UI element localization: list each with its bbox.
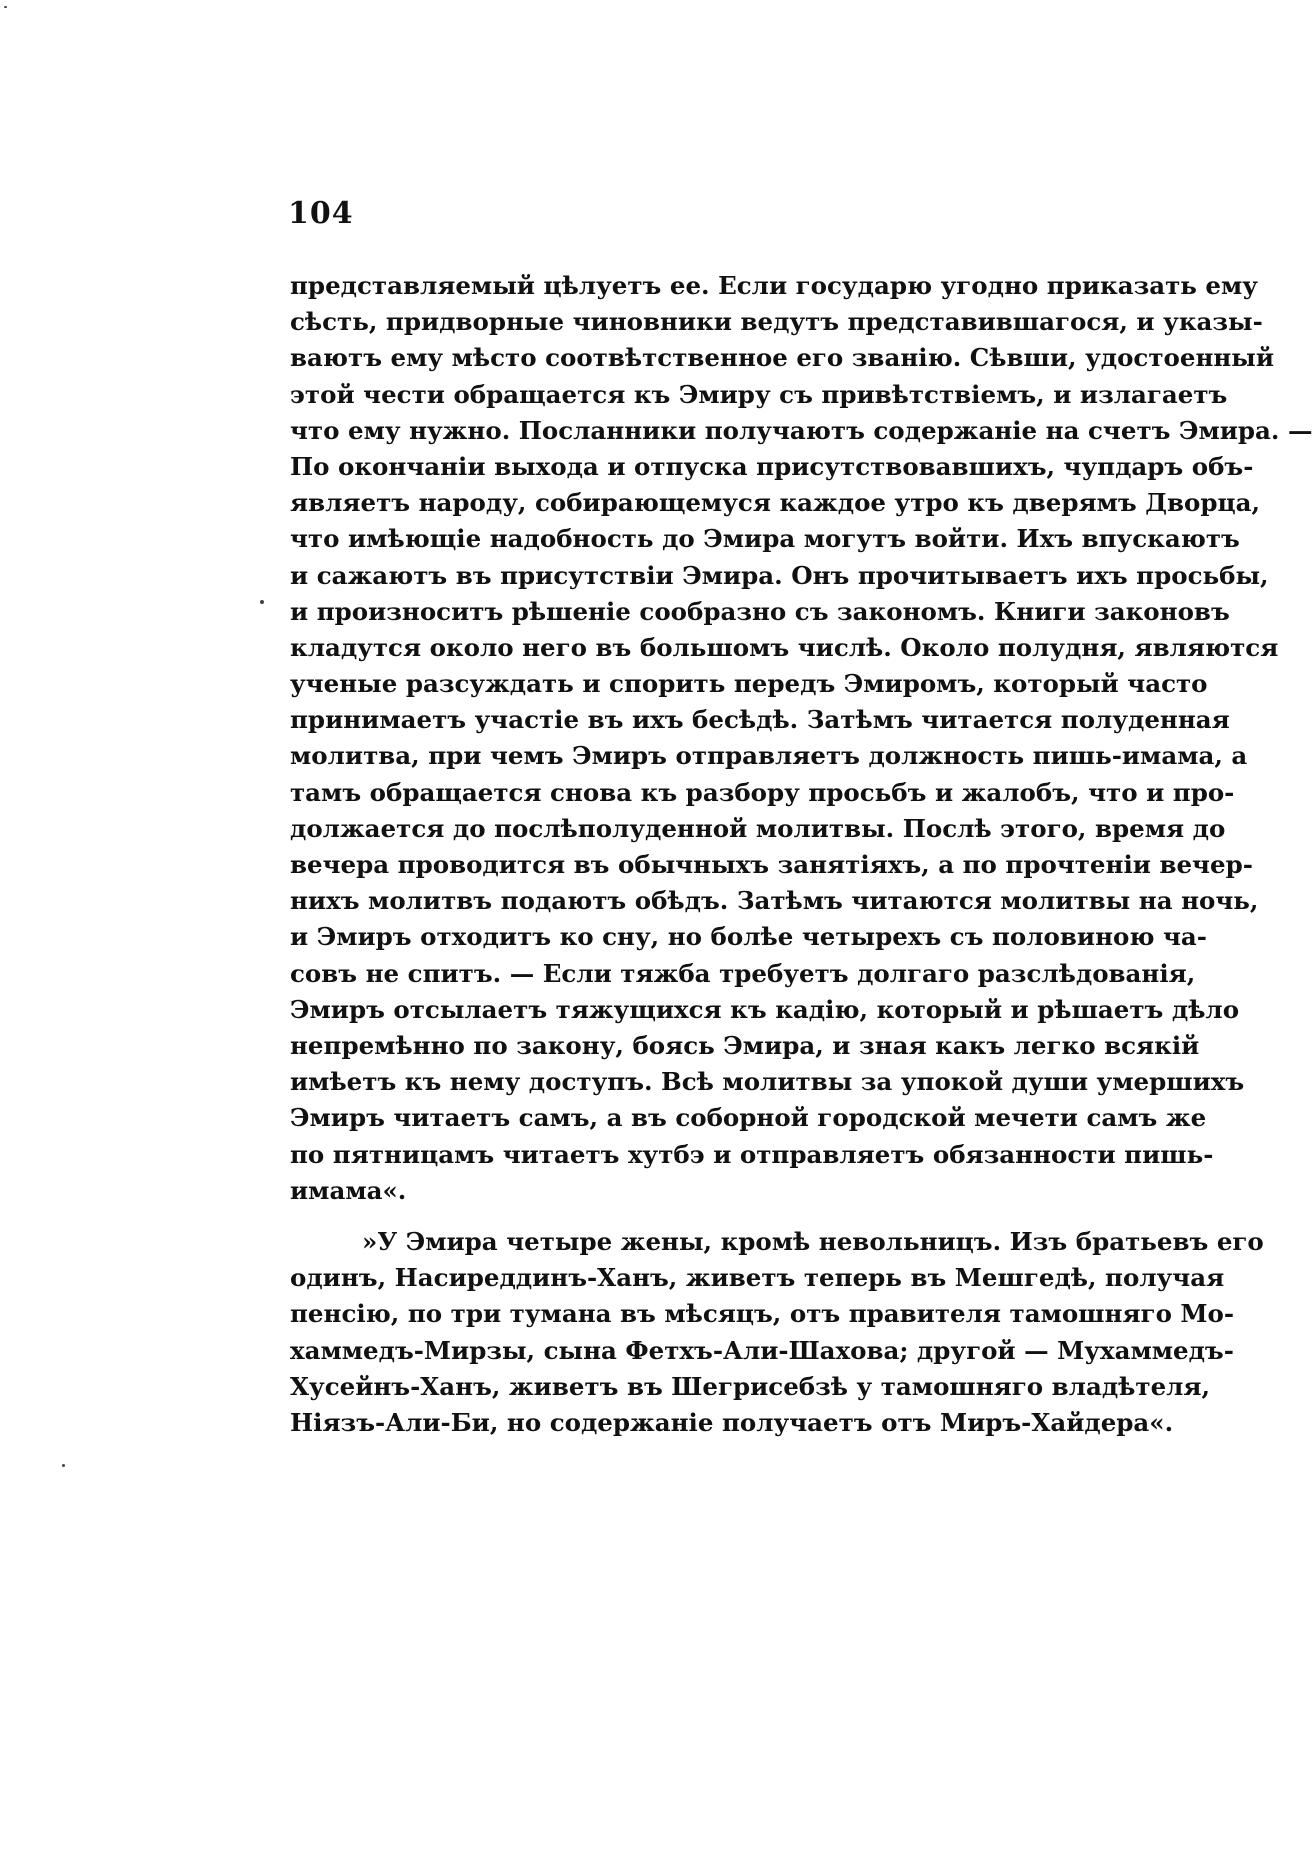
text-line: Эмиръ читаетъ самъ, а въ соборной городской мечети самъ же [290,1103,1207,1133]
text-line: вечера проводится въ обычныхъ занятіяхъ, а по прочтеніи вечер- [290,850,1253,879]
text-line: пенсію, по три тумана въ мѣсяцъ, отъ правителя тамошняго Мо- [290,1299,1235,1329]
text-line: и сажаютъ въ присутствіи Эмира. Онъ прочитываетъ ихъ просьбы, [290,560,1269,590]
scan-speck [4,6,7,8]
text-line: принимаетъ участіе въ ихъ бесѣдѣ. Затѣмъ читается полуденная [290,705,1230,735]
text-line: по пятницамъ читаетъ хутбэ и отправляетъ обязанности пишь- [290,1139,1214,1169]
text-line: сѣсть, придворные чиновники ведутъ представившагося, и указы- [290,307,1263,337]
text-line: ваютъ ему мѣсто соотвѣтственное его званію. Сѣвши, удостоенный [290,343,1275,373]
scan-speck [62,1464,65,1467]
text-line: ученые разсуждать и спорить передъ Эмиромъ, который часто [290,669,1208,699]
paragraph-1 [290,268,1312,1209]
text-line: кладутся около него въ большомъ числѣ. Около полудня, являются [290,632,1279,662]
scan-speck [260,600,264,604]
text-line: молитва, при чемъ Эмиръ отправляетъ должность пишь-имама, а [290,741,1248,771]
text-line: хаммедъ-Мирзы, сына Фетхъ-Али-Шахова; другой — Мухаммедъ- [290,1335,1234,1365]
text-line: Ніязъ-Али-Би, но содержаніе получаетъ отъ Миръ-Хайдера«. [290,1407,1174,1437]
text-line: этой чести обращается къ Эмиру съ привѣтствіемъ, и излагаетъ [290,379,1228,409]
text-line: представляемый цѣлуетъ ее. Если государю угодно приказать ему [290,271,1258,300]
page-number: 104 [288,196,354,231]
text-line: По окончаніи выхода и отпуска присутствовавшихъ, чупдаръ объ- [290,451,1254,481]
paragraph-2 [290,1224,1264,1441]
text-line: являетъ народу, собирающемуся каждое утро къ дверямъ Дворца, [290,488,1260,518]
text-line: тамъ обращается снова къ разбору просьбъ и жалобъ, что и про- [290,777,1235,807]
text-line: и Эмиръ отходитъ ко сну, но болѣе четырехъ съ половиною ча- [290,922,1207,952]
text-line: что имѣющіе надобность до Эмира могутъ войти. Ихъ впускаютъ [290,524,1240,554]
text-line: Эмиръ отсылаетъ тяжущихся къ кадію, который и рѣшаетъ дѣло [290,994,1240,1024]
text-line: непремѣнно по закону, боясь Эмира, и зная какъ легко всякій [290,1030,1200,1060]
text-line: имѣетъ къ нему доступъ. Всѣ молитвы за упокой души умершихъ [290,1067,1245,1097]
text-line: одинъ, Насиреддинъ-Ханъ, живетъ теперь въ Мешгедѣ, получая [290,1263,1225,1293]
text-line: нихъ молитвъ подаютъ обѣдъ. Затѣмъ читаются молитвы на ночь, [290,886,1259,916]
text-line: должается до послѣполуденной молитвы. Послѣ этого, время до [290,813,1226,843]
text-line: что ему нужно. Посланники получаютъ содержаніе на счетъ Эмира. — [290,415,1312,445]
text-line: имама«. [290,1175,407,1205]
text-line: Хусейнъ-Ханъ, живетъ въ Шегрисебзѣ у тамошняго владѣтеля, [290,1371,1211,1401]
text-line: »У Эмира четыре жены, кромѣ невольницъ. Изъ братьевъ его [362,1227,1264,1256]
text-line: и произноситъ рѣшеніе сообразно съ закономъ. Книги законовъ [290,596,1230,626]
text-line: совъ не спитъ. — Если тяжба требуетъ долгаго разслѣдованія, [290,958,1196,988]
